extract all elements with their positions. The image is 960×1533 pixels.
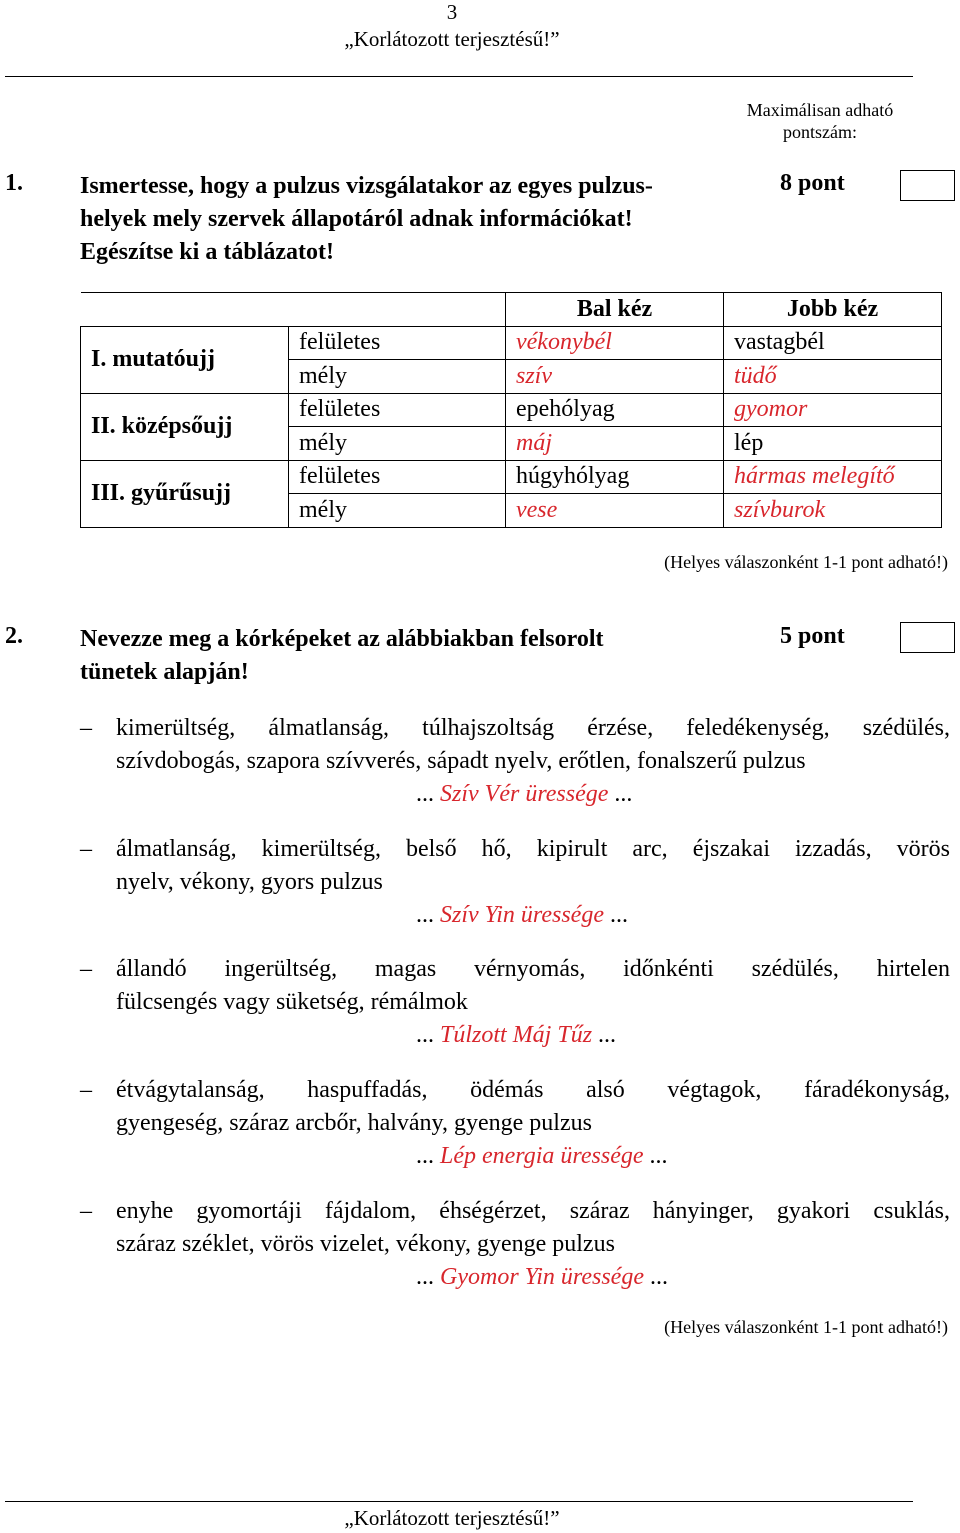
diagnosis-text: Szív Vér üressége [440, 781, 609, 807]
q2-prompt-line2: tünetek alapján! [80, 659, 249, 685]
dots-trailing: ... [598, 1022, 617, 1048]
list-item [80, 953, 950, 1048]
organ-cell: lép [724, 427, 942, 461]
depth-cell: felületes [289, 460, 506, 494]
diagnosis-answer [416, 1261, 668, 1294]
list-item [80, 1195, 950, 1290]
diagnosis-answer [416, 899, 628, 932]
dots-leading: ... [416, 1143, 434, 1169]
diagnosis-answer [416, 1019, 616, 1052]
dots-trailing: ... [649, 1264, 668, 1290]
pulse-table [80, 292, 942, 528]
answer-cell: szívburok [724, 494, 942, 528]
table-row [81, 460, 942, 494]
symptoms-line2: nyelv, vékony, gyors pulzus [116, 869, 383, 895]
diagnosis-answer [416, 778, 632, 811]
answer-cell: tüdő [724, 360, 942, 394]
list-bullet: – [80, 956, 92, 982]
organ-cell: epehólyag [506, 393, 724, 427]
dots-trailing: ... [614, 781, 633, 807]
list-bullet: – [80, 1077, 92, 1103]
table-row [81, 393, 942, 427]
dots-leading: ... [416, 1264, 434, 1290]
dots-trailing: ... [649, 1143, 668, 1169]
list-bullet: – [80, 836, 92, 862]
footer-title: „Korlátozott terjesztésű!” [344, 1506, 560, 1530]
list-bullet: – [80, 715, 92, 741]
q1-prompt [80, 170, 760, 269]
answer-cell: szív [506, 360, 724, 394]
q2-number: 2. [5, 623, 23, 649]
answer-cell: máj [506, 427, 724, 461]
q1-prompt-line2: helyek mely szervek állapotáról adnak információkat! [80, 206, 633, 232]
diagnosis-text: Gyomor Yin üressége [440, 1264, 644, 1290]
symptoms-line1: enyhe gyomortáji fájdalom, éhségérzet, száraz hányinger, gyakori csuklás, [116, 1198, 950, 1224]
finger-label-index: I. mutatóujj [81, 326, 289, 393]
depth-cell: mély [289, 494, 506, 528]
symptoms-line1: állandó ingerültség, magas vérnyomás, időnkénti szédülés, hirtelen [116, 956, 950, 982]
finger-label-middle: II. középsőujj [81, 393, 289, 460]
symptoms-line2: száraz széklet, vörös vizelet, vékony, gyenge pulzus [116, 1231, 615, 1257]
depth-cell: mély [289, 427, 506, 461]
header-rule [5, 76, 913, 77]
q1-points: 8 pont [780, 170, 845, 196]
organ-cell: húgyhólyag [506, 460, 724, 494]
list-item [80, 1074, 950, 1169]
answer-cell: gyomor [724, 393, 942, 427]
organ-cell: vastagbél [724, 326, 942, 360]
list-item [80, 712, 950, 807]
dots-leading: ... [416, 1022, 434, 1048]
q1-score-box[interactable] [900, 170, 955, 201]
diagnosis-answer [416, 1140, 668, 1173]
q1-prompt-line1: Ismertesse, hogy a pulzus vizsgálatakor az egyes pulzus- [80, 173, 653, 199]
q2-prompt [80, 623, 760, 689]
page-number: 3 [446, 0, 458, 24]
answer-cell: vese [506, 494, 724, 528]
q2-scoring-note: (Helyes válaszonként 1-1 pont adható!) [664, 1317, 948, 1337]
depth-cell: felületes [289, 393, 506, 427]
symptoms-line2: gyengeség, száraz arcbőr, halvány, gyenge pulzus [116, 1110, 592, 1136]
q1-number: 1. [5, 170, 23, 196]
header-left-hand: Bal kéz [506, 293, 724, 327]
table-row [81, 326, 942, 360]
symptoms-line1: étvágytalanság, haspuffadás, ödémás alsó végtagok, fáradékonyság, [116, 1077, 950, 1103]
list-bullet: – [80, 1198, 92, 1224]
answer-cell: hármas melegítő [724, 460, 942, 494]
q1-scoring-note: (Helyes válaszonként 1-1 pont adható!) [664, 552, 948, 572]
diagnosis-text: Túlzott Máj Tűz [440, 1022, 593, 1048]
max-points-label-line1: Maximálisan adható [746, 100, 894, 120]
max-points-label [730, 99, 910, 143]
list-item [80, 833, 950, 928]
table-corner [81, 293, 506, 327]
header-right-hand: Jobb kéz [724, 293, 942, 327]
dots-leading: ... [416, 781, 434, 807]
diagnosis-text: Lép energia üressége [440, 1143, 644, 1169]
header-title: „Korlátozott terjesztésű!” [344, 27, 560, 51]
dots-leading: ... [416, 902, 434, 928]
footer-rule [5, 1501, 913, 1502]
q2-prompt-line1: Nevezze meg a kórképeket az alábbiakban felsorolt [80, 626, 604, 652]
symptoms-line1: kimerültség, álmatlanság, túlhajszoltság érzése, feledékenység, szédülés, [116, 715, 950, 741]
diagnosis-text: Szív Yin üressége [440, 902, 604, 928]
symptoms-line2: fülcsengés vagy süketség, rémálmok [116, 989, 468, 1015]
q1-prompt-line3: Egészítse ki a táblázatot! [80, 239, 334, 265]
depth-cell: mély [289, 360, 506, 394]
max-points-label-line2: pontszám: [783, 122, 857, 142]
dots-trailing: ... [609, 902, 628, 928]
symptoms-line2: szívdobogás, szapora szívverés, sápadt nyelv, erőtlen, fonalszerű pulzus [116, 748, 806, 774]
q2-points: 5 pont [780, 623, 845, 649]
finger-label-ring: III. gyűrűsujj [81, 460, 289, 527]
table-header-row [81, 293, 942, 327]
answer-cell: vékonybél [506, 326, 724, 360]
q2-score-box[interactable] [900, 622, 955, 653]
depth-cell: felületes [289, 326, 506, 360]
symptoms-line1: álmatlanság, kimerültség, belső hő, kipirult arc, éjszakai izzadás, vörös [116, 836, 950, 862]
